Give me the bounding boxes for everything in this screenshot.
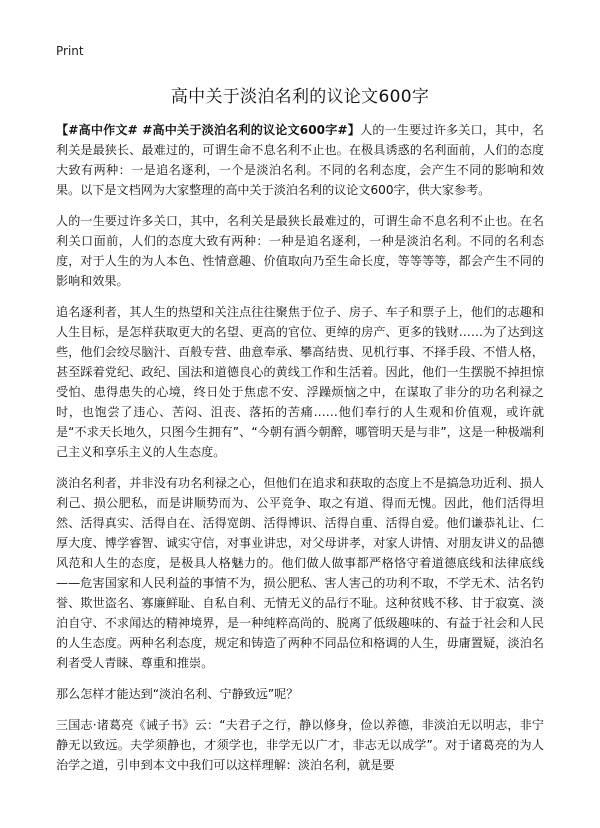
print-link[interactable]: Print — [56, 44, 84, 58]
page-title: 高中关于淡泊名利的议论文600字 — [170, 87, 430, 107]
body-paragraph-1: 人的一生要过许多关口，其中，名利关是最狭长最难过的，可谓生命不息名利不止也。在名利关口面前，人们的态度大致有两种：一种是追名逐利，一种是淡泊名利。不同的名利态度，对于人生的为人本色、性情意趣、价值取向乃至生命长度，等等等等，都会产生不同的影响和效果。 — [56, 214, 544, 288]
intro-paragraph — [56, 120, 544, 200]
body-paragraph-4: 那么怎样才能达到“淡泊名利、宁静致远”呢？ — [56, 687, 299, 701]
article-body — [56, 120, 544, 786]
body-paragraph-3: 淡泊名利者，并非没有功名利禄之心，但他们在追求和获取的态度上不是搞急功近利、损人利己、损公肥私，而是讲顺势而为、公平竞争、取之有道、得而无愧。因此，他们活得坦然、活得真实、活得自在、活得宽朗、活得博识、活得自重、活得自爱。他们谦恭礼让、仁厚大度、博学睿智、诚实守信，对事业讲忠，对父母讲孝，对家人讲情、对朋友讲义的品德风范和人生的态度，是极具人格魅力的。他们做人做事都严格恪守着道德底线和法律底线——危害国家和人民利益的事情不为，损公肥私、害人害己的功利不取，不学无术、沽名钓誉、欺世盗名、寡廉鲜耻、自私自利、无情无义的品行不耻。这种贫贱不移、甘于寂寞、淡泊自守、不求闻达的精神境界，是一种纯粹高尚的、脱离了低级趣味的、有益于社会和人民的人生态度。两种名利态度，规定和铸造了两种不同品位和格调的人生，毋庸置疑，淡泊名利者受人青睐、尊重和推崇。 — [56, 476, 544, 670]
article-tag: 【#高中作文# #高中关于淡泊名利的议论文600字#】 — [56, 123, 361, 137]
intro-text: 人的一生要过许多关口，其中，名利关是最狭长、最难过的，可谓生命不息名利不止也。在极具诱惑的名利面前，人们的态度大致有两种：一是追名逐利，一个是淡泊名利。不同的名利态度，会产生不同的影响和效果。以下是文档网为大家整理的高中关于淡泊名利的议论文600字，供大家参考。 — [56, 123, 544, 197]
body-paragraph-2: 追名逐利者，其人生的热望和关注点往往聚焦于位子、房子、车子和票子上，他们的志趣和人生目标，是怎样获取更大的名望、更高的官位、更绰的房产、更多的钱财……为了达到这些，他们会绞尽脑汁、百般专营、曲意奉承、攀高结贵、见机行事、不择手段、不惜人格，甚至踩着党纪、政纪、国法和道德良心的黄线工作和生活着。因此，他们一生摆脱不掉担惊受怕、患得患失的心境，终日处于焦虑不安、浮躁烦恼之中，在谋取了非分的功名利禄之时，也饱尝了违心、苦闷、沮丧、落拓的苦痛……他们奉行的人生观和价值观，或许就是“不求天长地久，只图今生拥有”、“今朝有酒今朝醉，哪管明天是与非”，这是一种极端利己主义和享乐主义的人生态度。 — [56, 305, 544, 459]
body-paragraph-5: 三国志·诸葛亮《诫子书》云：“夫君子之行，静以修身，俭以养德，非淡泊无以明志，非宁静无以致远。夫学须静也，才须学也，非学无以广才，非志无以成学”。对于诸葛亮的为人治学之道，引申到本文中我们可以这样理解：淡泊名利，就是要 — [56, 718, 544, 772]
